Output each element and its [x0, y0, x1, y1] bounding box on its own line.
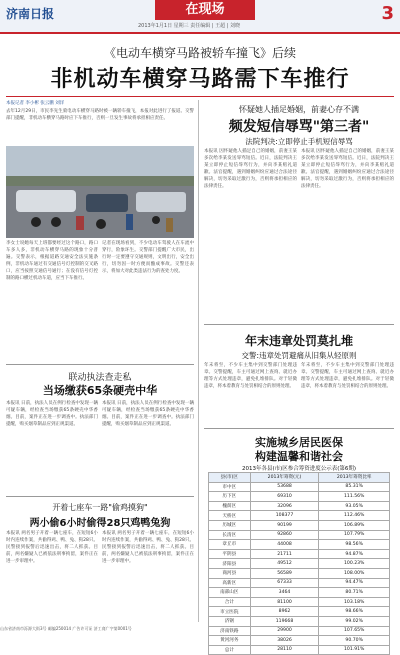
table-cell: 108.00%	[319, 568, 390, 578]
table-cell: 80.71%	[319, 588, 390, 598]
table-cell: 93.05%	[319, 501, 390, 511]
table-cell: 101.91%	[319, 645, 390, 655]
table-row	[209, 501, 390, 511]
right2-subheadline: 交警:违章处罚避痛从旧集从轻原则	[241, 351, 357, 360]
table-cell: 56589	[250, 568, 319, 578]
table-cell: 总计	[209, 645, 251, 655]
table-cell: 商河县	[209, 568, 251, 578]
headline-divider	[6, 96, 394, 97]
right2-body-col1: 年末将至，不少车主集中到交警部门处理违章。交警提醒，车主可通过网上查询、就近办理等方式处理违章，避免扎堆排队。对于轻微违章，将本着教育与处罚相结合的原则处理。	[204, 363, 297, 389]
table-cell: 8962	[250, 607, 319, 617]
newspaper-logo: 济南日报	[6, 7, 55, 21]
table-header-cell: 县(市)区	[209, 473, 251, 483]
story3-body-col1: 本报讯 两名男子开着一辆七座车，在短短6小时内连续作案，共偷得鸡、鸭、兔、狗28只。民警接到报警后迅速出击，将二人抓获。目前，两名嫌疑人已被依法刑事拘留，案件正在进一步审理中。	[6, 531, 98, 564]
right-divider-1	[204, 324, 394, 325]
table-header-cell: 2013年筹资比率	[319, 473, 390, 483]
issue-date: 2013年1月1日 星期三 责任编辑 | 王超 | 刘晓	[138, 23, 240, 29]
table-header-cell: 2013年筹资(元)	[250, 473, 319, 483]
section-banner: 在现场	[155, 0, 255, 20]
table-cell: 21711	[250, 549, 319, 559]
table-title: 2013年各县(市)区参合筹资进度公示表(第6期)	[241, 466, 357, 472]
table-cell: 28110	[250, 645, 319, 655]
table-cell: 94.47%	[319, 578, 390, 588]
table-cell: 90199	[250, 520, 319, 530]
right1-body-col1: 本报讯 因怀疑他人插足自己的婚姻，前妻王某多次给李某发送辱骂短信。近日，法院判决王某立即停止短信辱骂行为，并向李某赔礼道歉。法官提醒，遇到婚姻纠纷应通过合法途径解决，切勿采取过激行为，否则将承担相应的法律责任。	[204, 149, 297, 189]
story3-kicker: 开着七座车一路"偷鸡摸狗"	[52, 503, 148, 512]
table-cell: 99.02%	[319, 616, 390, 626]
table-cell: 合计	[209, 597, 251, 607]
table-row	[209, 511, 390, 521]
table-cell: 103.18%	[319, 597, 390, 607]
table-cell: 济钢	[209, 616, 251, 626]
table-cell: 90.70%	[319, 636, 390, 646]
table-cell: 高新区	[209, 578, 251, 588]
right1-subheadline: 法院判决:立即停止手机短信辱骂	[245, 137, 353, 146]
table-cell: 平阴县	[209, 549, 251, 559]
table-row	[209, 645, 390, 655]
table-row	[209, 578, 390, 588]
story2-headline: 当场缴获65条硬壳中华	[42, 384, 158, 397]
table-cell: 济南铁路	[209, 626, 251, 636]
table-cell: 历下区	[209, 492, 251, 502]
right1-kicker: 怀疑她人插足婚姻，前妻心存不满	[239, 105, 359, 114]
main-byline: 本报记者 李小彬 张云鹏 刘洋	[6, 101, 65, 106]
table-cell: 92860	[250, 530, 319, 540]
table-row	[209, 549, 390, 559]
table-row	[209, 559, 390, 569]
table-row	[209, 482, 390, 492]
table-row	[209, 597, 390, 607]
right-divider-2	[204, 428, 394, 429]
masthead	[0, 0, 400, 34]
story3-body-col2: 本报讯 两名男子开着一辆七座车，在短短6小时内连续作案，共偷得鸡、鸭、兔、狗28只。民警接到报警后迅速出击，将二人抓获。目前，两名嫌疑人已被依法刑事拘留，案件正在进一步审理中。	[102, 531, 194, 564]
main-kicker: 《电动车横穿马路被轿车撞飞》后续	[103, 46, 296, 60]
table-cell: 天桥区	[209, 511, 251, 521]
main-lead: 去年12月29日，市民李先生骑电动车横穿马路时被一辆轿车撞飞，本报对此进行了报道。交警部门提醒，非机动车横穿马路时应下车推行，否则一旦发生事故将承担相应责任。	[6, 109, 194, 121]
table-header-row	[209, 473, 390, 483]
story3-headline: 两小偷6小时偷得28只鸡鸭兔狗	[29, 518, 171, 529]
page-number: 3	[381, 3, 394, 24]
left-divider-2	[6, 496, 194, 497]
table-cell: 94.87%	[319, 549, 390, 559]
table-cell: 106.89%	[319, 520, 390, 530]
table-row	[209, 607, 390, 617]
table-cell: 85.31%	[319, 482, 390, 492]
left-divider-1	[6, 364, 194, 365]
table-cell: 98.66%	[319, 607, 390, 617]
table-headline: 构建温馨和谐社会	[255, 450, 343, 463]
table-cell: 119668	[250, 616, 319, 626]
table-cell: 111.56%	[319, 492, 390, 502]
street-photo-graphic	[6, 146, 194, 238]
table-cell: 112.46%	[319, 511, 390, 521]
right2-headline: 年末违章处罚莫扎堆	[244, 334, 353, 348]
main-body-col1: 李女士说她每天上班都要经过这个路口，路口车多人多，非机动车横穿马路的现象十分普遍。交警表示，根据道路交通安全法实施条例，非机动车通过有交通信号灯控制的交叉路口，应当按照交通信号通行；在没有信号灯控制的路口横过机动车道，应当下车推行。	[6, 241, 98, 281]
table-row	[209, 540, 390, 550]
right1-body-col2: 本报讯 因怀疑他人插足自己的婚姻，前妻王某多次给李某发送辱骂短信。近日，法院判决王某立即停止短信辱骂行为，并向李某赔礼道歉。法官提醒，遇到婚姻纠纷应通过合法途径解决，切勿采取过激行为，否则将承担相应的法律责任。	[301, 149, 394, 189]
street-photo	[6, 146, 194, 238]
table-cell: 槐荫区	[209, 501, 251, 511]
table-cell: 100.23%	[319, 559, 390, 569]
table-cell: 南部山区	[209, 588, 251, 598]
table-cell: 济阳县	[209, 559, 251, 569]
table-cell: 38026	[250, 636, 319, 646]
table-row	[209, 492, 390, 502]
table-cell: 81100	[250, 597, 319, 607]
story2-kicker: 联动执法查走私	[68, 373, 132, 383]
table-cell: 29900	[250, 626, 319, 636]
table-cell: 107.79%	[319, 530, 390, 540]
table-cell: 长清区	[209, 530, 251, 540]
table-row	[209, 568, 390, 578]
table-cell: 历城区	[209, 520, 251, 530]
table-row	[209, 520, 390, 530]
table-cell: 市立医院	[209, 607, 251, 617]
table-cell: 市中区	[209, 482, 251, 492]
page-footer: 山东省济南市泺源大街3号 邮编250014 广告许可证 济工商广字第0001号	[0, 626, 132, 631]
story2-body-col2: 本报讯 日前，执法人员在例行检查中发现一辆可疑车辆，经检查当场缴获65条硬壳中华香烟。目前，案件正在进一步调查中。执法部门提醒，购买烟草制品应到正规渠道。	[102, 401, 194, 427]
table-cell: 章丘市	[209, 540, 251, 550]
table-row	[209, 530, 390, 540]
table-row	[209, 616, 390, 626]
table-cell: 49512	[250, 559, 319, 569]
table-cell: 107.65%	[319, 626, 390, 636]
right2-body-col2: 年末将至，不少车主集中到交警部门处理违章。交警提醒，车主可通过网上查询、就近办理等方式处理违章，避免扎堆排队。对于轻微违章，将本着教育与处罚相结合的原则处理。	[301, 363, 394, 389]
table-cell: 98.56%	[319, 540, 390, 550]
table-cell: 69310	[250, 492, 319, 502]
table-row	[209, 588, 390, 598]
table-row	[209, 636, 390, 646]
main-headline: 非机动车横穿马路需下车推行	[50, 67, 350, 92]
table-kicker: 实施城乡居民医保	[255, 436, 343, 449]
right1-headline: 频发短信辱骂"第三者"	[228, 119, 370, 135]
table-cell: 53688	[250, 482, 319, 492]
story2-body-col1: 本报讯 日前，执法人员在例行检查中发现一辆可疑车辆，经检查当场缴获65条硬壳中华香烟。目前，案件正在进一步调查中。执法部门提醒，购买烟草制品应到正规渠道。	[6, 401, 98, 427]
table-cell: 3464	[250, 588, 319, 598]
table-cell: 44008	[250, 540, 319, 550]
table-cell: 108377	[250, 511, 319, 521]
column-divider	[198, 100, 199, 622]
table-cell: 黄河河务	[209, 636, 251, 646]
table-cell: 67333	[250, 578, 319, 588]
main-body-col2: 记者在现场看到，不少电动车驾驶人在车流中穿行，险象环生。交警部门提醒广大市民，出行时一定要遵守交通规则，文明出行，安全出行，切勿因一时方便而酿成事故。交警还表示，将加大对此类违法行为的查处力度。	[102, 241, 194, 274]
table-cell: 32096	[250, 501, 319, 511]
